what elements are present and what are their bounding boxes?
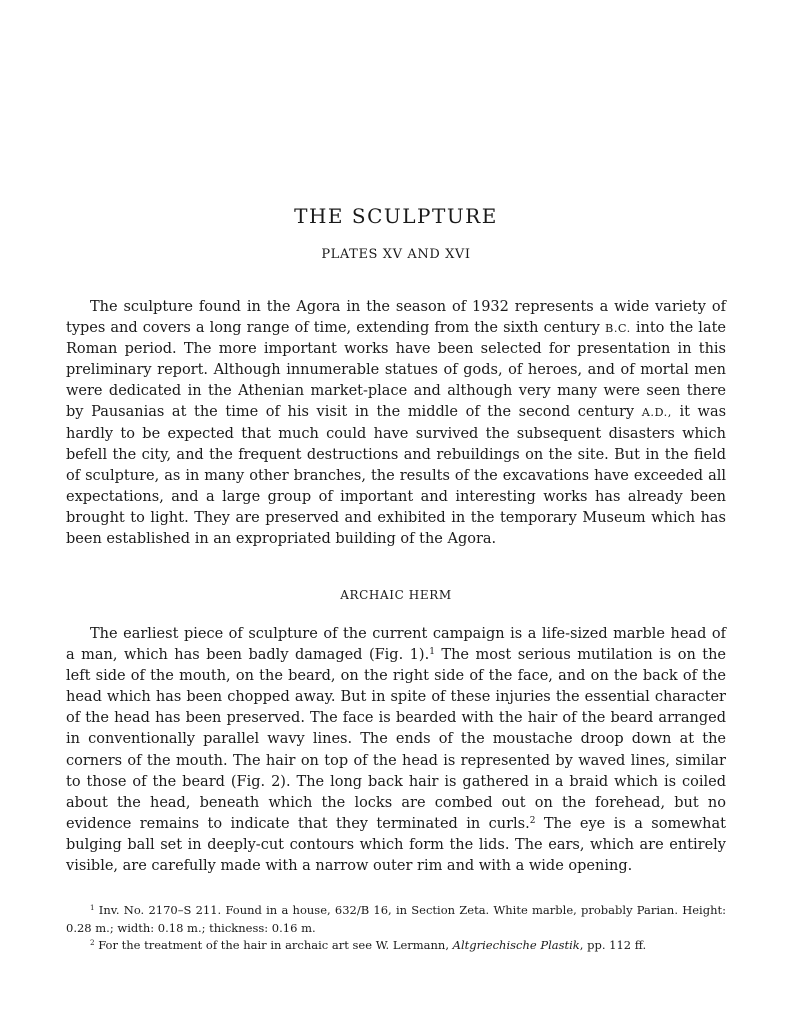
herm-text-1: The earliest piece of sculpture of the current campaign is a life-sized marble head of a man, which has been badly damaged (Fig. 1). — [66, 626, 726, 664]
intro-text-3: it was hardly to be expected that much could have survived the subsequent disasters which befell the city, and the frequent destructions and rebuildings on the site. But in the field of sculpture, as in many other branches, the results of the excavations have exceeded all expectations, and a large group of important and interesting works has already been brought to light. They are preserved and exhibited in the temporary Museum which has been established in an expropriated building of the Agora. — [66, 404, 727, 548]
herm-text-2: The most serious mutilation is on the left side of the mouth, on the beard, on the right side of the face, and on the back of the head which has been chopped away. But in spite of these injuries the essential character of the head has been preserved. The face is bearded with the hair of the beard arranged in conventionally parallel wavy lines. The ends of the moustache droop down at the corners of the mouth. The hair on top of the head is represented by waved lines, similar to those of the beard (Fig. 2). The long back hair is gathered in a braid which is coiled about the head, beneath which the locks are combed out on the forehead, but no evidence remains to indicate that they terminated in curls. — [66, 647, 727, 832]
footnote-1-text: Inv. No. 2170–S 211. Found in a house, 632/B 16, in Section Zeta. White marble, probably Parian. Height: 0.28 m.; width: 0.18 m.; thickness: 0.16 m. — [66, 903, 726, 935]
era-bc: B.C. — [605, 322, 631, 336]
page-title: THE SCULPTURE — [294, 204, 498, 228]
intro-paragraph — [66, 297, 726, 550]
page-subtitle: PLATES XV AND XVI — [321, 247, 471, 262]
herm-paragraph — [66, 624, 726, 877]
footnote-2-text-a: For the treatment of the hair in archaic art see W. Lermann, — [94, 938, 453, 952]
footnote-ref-1[interactable]: 1 — [429, 647, 435, 658]
footnote-1 — [66, 902, 726, 937]
section-heading: ARCHAIC HERM — [340, 588, 452, 602]
footnote-1-mark: 1 — [90, 903, 95, 913]
footnote-2 — [66, 937, 726, 955]
document-page — [66, 0, 726, 1024]
footnote-ref-2[interactable]: 2 — [529, 815, 536, 826]
era-ad: A.D., — [641, 406, 672, 420]
footnote-2-book-title: Altgriechische Plastik — [452, 938, 580, 952]
intro-text-2: into the late Roman period. The more important works have been selected for presentation in this preliminary report. Although innumerable statues of gods, of heroes, and of mortal men were dedicated in the Athenian market-place and although very many were seen there by Pausanias at the time of his visit in the middle of the second century — [66, 320, 726, 421]
herm-text-3: The eye is a somewhat bulging ball set in deeply-cut contours which form the lids. The ears, which are entirely visible, are carefully made with a narrow outer rim and with a wide opening. — [66, 815, 726, 875]
intro-text-1: The sculpture found in the Agora in the season of 1932 represents a wide variety of types and covers a long range of time, extending from the sixth century — [66, 299, 726, 337]
footnotes — [66, 902, 726, 955]
footnote-2-mark: 2 — [90, 938, 95, 948]
footnote-2-text-b: , pp. 112 ff. — [579, 938, 647, 952]
